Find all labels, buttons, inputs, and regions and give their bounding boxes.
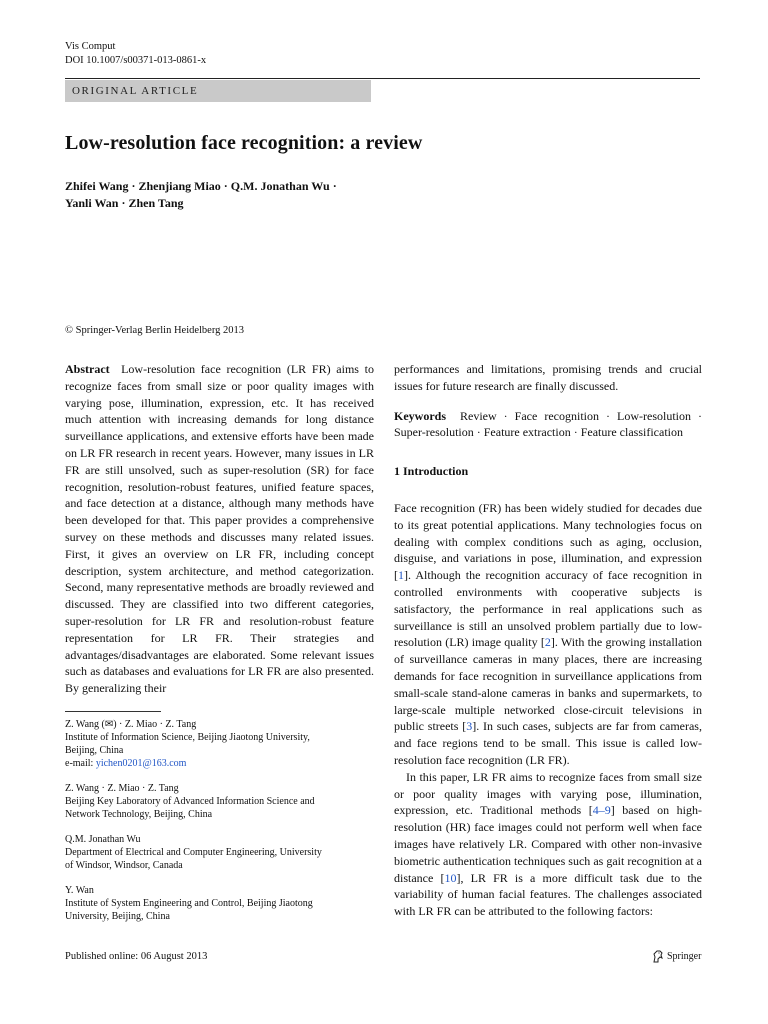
citation-link-1[interactable]: 1 bbox=[398, 568, 404, 583]
abstract-text: Low-resolution face recognition (LR FR) aims to recognize faces from small size or poor quality images with varying pose, illumination, expression, etc. It has received much attention with increasing demands for long distance surveillance applications, and extensive efforts have been made on LR FR research in recent years. However, many issues in LR FR are still unsolved, such as super-resolution (SR) for face recognition, resolution-robust features, unified feature spaces, and face detection at a distance, although many methods have been developed for that. This paper provides a comprehensive survey on these methods and discusses many related issues. First, it gives an overview on LR FR, including concept description, system architecture, and method categorization. Second, many representative methods are broadly reviewed and discussed. They are classified into two different categories, super-resolution for LR FR and resolution-robust feature representation for LR FR. Their strategies and advantages/disadvantages are elaborated. Some relevant issues such as databases and evaluations for LR FR are also presented. By generalizing their bbox=[65, 362, 374, 696]
affiliation-1: Z. Wang (✉) · Z. Miao · Z. Tang Institute of Information Science, Beijing Jiaotong University, Beijing, China e-mail: yichen0201@163.com bbox=[65, 718, 375, 770]
keywords bbox=[394, 408, 702, 442]
affiliation-names: Z. Wang (✉) · Z. Miao · Z. Tang bbox=[65, 719, 197, 730]
citation-link-2[interactable]: 2 bbox=[544, 635, 551, 650]
abstract-left-column bbox=[65, 361, 374, 697]
abstract bbox=[65, 361, 374, 697]
email-link[interactable]: yichen0201@163.com bbox=[95, 758, 187, 769]
email-label: e-mail: bbox=[65, 758, 94, 769]
footnote-rule bbox=[65, 711, 161, 712]
article-type-bar bbox=[65, 80, 371, 102]
affiliations bbox=[65, 718, 375, 935]
author-list bbox=[65, 178, 337, 212]
citation-link-3[interactable]: 3 bbox=[466, 719, 473, 734]
affiliation-names: Z. Wang · Z. Miao · Z. Tang bbox=[65, 783, 179, 794]
publisher-name: Springer bbox=[667, 951, 702, 962]
affiliation-2: Z. Wang · Z. Miao · Z. Tang Beijing Key Laboratory of Advanced Information Science and Network Technology, Beijing, China bbox=[65, 782, 375, 821]
doi: DOI 10.1007/s00371-013-0861-x bbox=[65, 55, 207, 66]
affiliation-names: Q.M. Jonathan Wu bbox=[65, 834, 141, 845]
right-column bbox=[394, 361, 702, 920]
affiliation-3: Q.M. Jonathan Wu Department of Electrical and Computer Engineering, University of Windsor, Windsor, Canada bbox=[65, 833, 375, 872]
section-heading-introduction: 1 Introduction bbox=[394, 464, 469, 479]
journal-name: Vis Comput bbox=[65, 41, 116, 52]
affiliation-4: Y. Wan Institute of System Engineering and Control, Beijing Jiaotong University, Beijing, China bbox=[65, 884, 375, 923]
keywords-label: Keywords bbox=[394, 408, 446, 423]
article-type: ORIGINAL ARTICLE bbox=[72, 85, 199, 97]
keywords-text: Review · Face recognition · Low-resolution · Super-resolution · Feature extraction · Feature classification bbox=[394, 408, 702, 440]
paper-title: Low-resolution face recognition: a review bbox=[65, 132, 423, 154]
journal-info bbox=[65, 40, 206, 68]
publisher-logo bbox=[652, 950, 701, 963]
authors-line-1: Zhifei Wang · Zhenjiang Miao · Q.M. Jonathan Wu · bbox=[65, 179, 337, 193]
intro-paragraph-2: In this paper, LR FR aims to recognize faces from small size or poor quality images with varying pose, illumination, expression, etc. Traditional methods [4–9] based on high-resolution (HR) face images could not perform well when face images have relatively LR. Compared with other non-invasive biometric authentication techniques such as gait recognition at a distance [10], LR FR is a more difficult task due to the variability of human facial features. The challenges associated with LR FR can be attributed to the following factors: bbox=[394, 769, 702, 919]
copyright: © Springer-Verlag Berlin Heidelberg 2013 bbox=[65, 325, 245, 336]
abstract-continued: performances and limitations, promising trends and crucial issues for future research are finally discussed. bbox=[394, 362, 702, 393]
authors-line-2: Yanli Wan · Zhen Tang bbox=[65, 196, 184, 210]
abstract-label: Abstract bbox=[65, 362, 110, 376]
header-rule bbox=[65, 78, 700, 79]
springer-horse-icon bbox=[652, 950, 664, 963]
affiliation-names: Y. Wan bbox=[65, 885, 94, 896]
citation-link-10[interactable]: 10 bbox=[444, 870, 457, 885]
published-date: Published online: 06 August 2013 bbox=[65, 951, 208, 962]
citation-link-4-9[interactable]: 4–9 bbox=[592, 803, 611, 818]
intro-paragraph-1: Face recognition (FR) has been widely studied for decades due to its great potential applications. Many technologies focus on dealing with complex conditions such as aging, occlusion, disguise, and variations in pose, illumination, and expression [1]. Although the recognition accuracy of face recognition in controlled environments with cooperative subjects is satisfactory, the performance in real applications such as surveillance is still an unsolved problem partially due to low-resolution (LR) image quality [2]. With the growing installation of surveillance cameras in many places, there are increasing demands for face recognition in surveillance applications from small-scale stand-alone cameras in banks and supermarkets, to large-scale multiple networked close-circuit televisions in public streets [3]. In such cases, subjects are far from cameras, and face regions tend to be small. This issue is called low-resolution face recognition (LR FR). bbox=[394, 500, 702, 767]
